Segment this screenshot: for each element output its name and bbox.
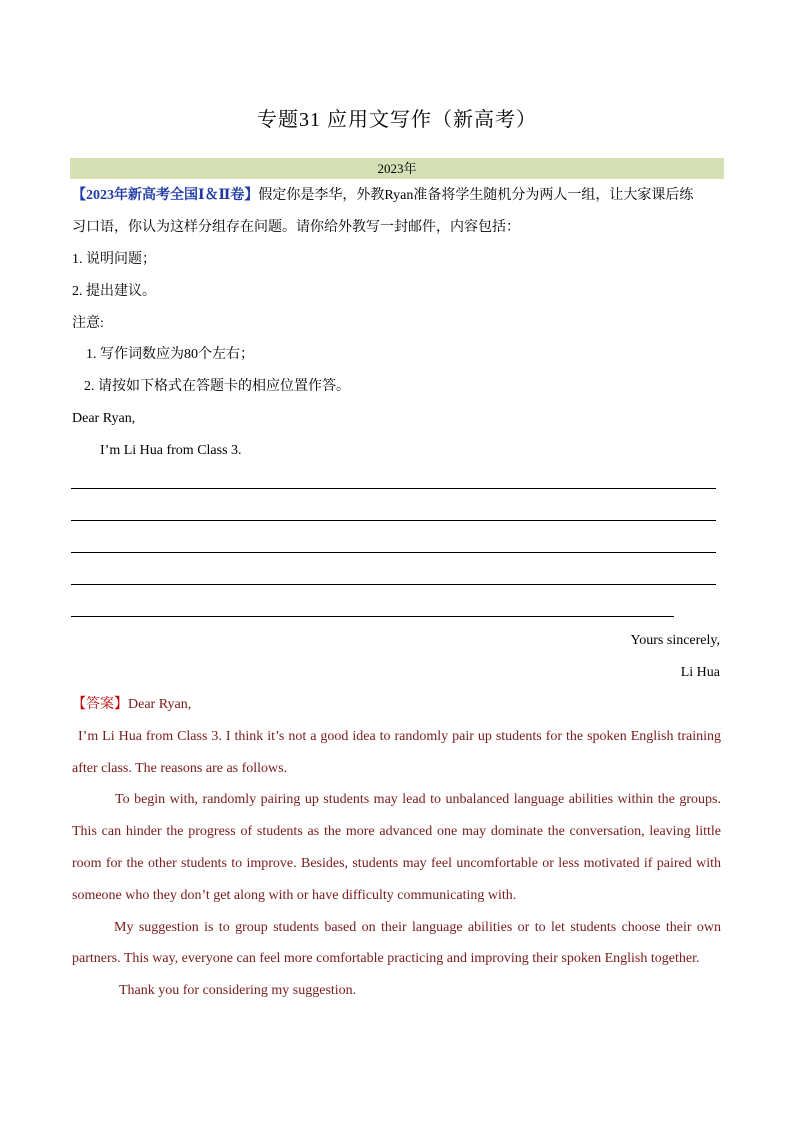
- letter-intro: I’m Li Hua from Class 3.: [100, 443, 242, 458]
- answer-line: someone who they don’t get along with or have difficulty communicating with.: [72, 888, 517, 903]
- letter-signature: Li Hua: [680, 665, 720, 680]
- letter-closing: Yours sincerely,: [630, 633, 720, 648]
- note-item-1: 1. 写作词数应为80个左右；: [86, 347, 254, 362]
- answer-greeting: Dear Ryan,: [128, 697, 192, 712]
- note-item-2: 2. 请按如下格式在答题卡的相应位置作答。: [84, 379, 350, 394]
- prompt-line-1: [72, 186, 693, 206]
- letter-greeting: Dear Ryan,: [72, 411, 136, 426]
- answer-blank-line: [71, 488, 716, 489]
- answer-line: This can hinder the progress of students as the more advanced one may dominate the conversation, leaving little: [72, 824, 721, 839]
- answer-line: Thank you for considering my suggestion.: [119, 983, 357, 998]
- source-tag: 【2023年新高考全国Ⅰ＆Ⅱ卷】: [72, 188, 259, 203]
- requirement-item-1: 1. 说明问题；: [72, 252, 156, 267]
- answer-blank-line: [71, 552, 716, 553]
- page-title: 专题31 应用文写作（新高考）: [257, 109, 537, 131]
- answer-line: To begin with, randomly pairing up students may lead to unbalanced language abilities within the groups.: [115, 792, 721, 807]
- answer-line: after class. The reasons are as follows.: [72, 761, 288, 776]
- answer-header: [72, 695, 191, 715]
- answer-line: partners. This way, everyone can feel more comfortable practicing and improving their spoken English together.: [72, 951, 700, 966]
- prompt-text-1: 假定你是李华，外教Ryan准备将学生随机分为两人一组，让大家课后练: [258, 188, 694, 203]
- year-section-bar: 2023年: [70, 158, 724, 179]
- prompt-line-2: 习口语，你认为这样分组存在问题。请你给外教写一封邮件，内容包括：: [72, 220, 520, 235]
- answer-line: room for the other students to improve. Besides, students may feel uncomfortable or less motivated if paired with: [72, 856, 721, 871]
- note-label: 注意:: [72, 316, 104, 331]
- answer-tag: 【答案】: [72, 697, 128, 712]
- answer-blank-line: [71, 584, 716, 585]
- answer-line: I’m Li Hua from Class 3. I think it’s not a good idea to randomly pair up students for the spoken English training: [78, 729, 721, 744]
- answer-blank-line: [71, 520, 716, 521]
- requirement-item-2: 2. 提出建议。: [72, 284, 156, 299]
- answer-line: My suggestion is to group students based on their language abilities or to let students choose their own: [114, 920, 721, 935]
- answer-blank-line: [71, 616, 674, 617]
